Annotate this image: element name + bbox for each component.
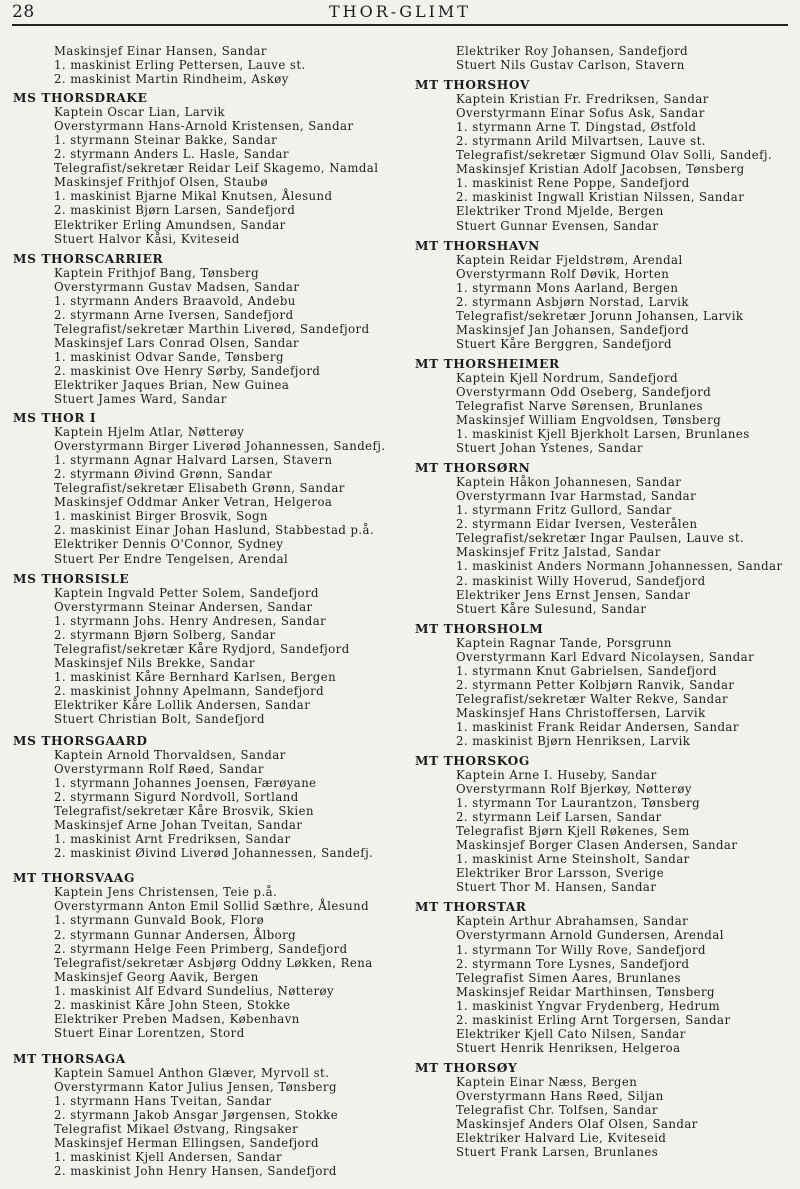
crew-list [415, 475, 797, 615]
crew-entry: Maskinsjef Fritz Jalstad, Sandar [456, 545, 661, 560]
ship-name: MT THORSVAAG [13, 871, 135, 886]
crew-list [415, 92, 797, 232]
crew-list [13, 266, 403, 406]
crew-entry: Elektriker Preben Madsen, København [54, 1011, 300, 1026]
crew-entry: 1. styrmann Tor Laurantzon, Tønsberg [456, 796, 701, 811]
crew-entry: Overstyrmann Arnold Gundersen, Arendal [456, 928, 724, 943]
crew-section [13, 91, 403, 245]
crew-entry: 2. styrmann Jakob Ansgar Jørgensen, Stokke [54, 1108, 339, 1123]
crew-entry: Kaptein Reidar Fjeldstrøm, Arendal [456, 252, 683, 267]
crew-entry: 1. maskinist Alf Edvard Sundelius, Nøtterøy [54, 983, 335, 998]
crew-entry: Telegrafist/sekretær Marthin Liverød, Sandefjord [54, 321, 370, 336]
crew-section [13, 44, 403, 86]
crew-entry: Telegrafist/sekretær Elisabeth Grønn, Sandar [54, 481, 345, 496]
crew-entry: 2. styrmann Leif Larsen, Sandar [456, 810, 662, 825]
crew-section [13, 734, 403, 860]
left-column [13, 44, 403, 1178]
crew-entry: Telegrafist/sekretær Reidar Leif Skagemo, Namdal [54, 161, 379, 176]
crew-entry: Overstyrmann Rolf Døvik, Horten [456, 266, 670, 281]
crew-entry: 2. styrmann Helge Feen Primberg, Sandefjord [54, 941, 348, 956]
crew-list [13, 1066, 403, 1178]
ship-name: MT THORSHOV [415, 78, 530, 93]
crew-list [13, 425, 403, 565]
crew-section [415, 1061, 797, 1159]
crew-entry: 1. styrmann Hans Tveitan, Sandar [54, 1094, 272, 1108]
crew-entry: 1. styrmann Johannes Joensen, Færøyane [54, 776, 317, 791]
crew-entry: 2. styrmann Sigurd Nordvoll, Sortland [54, 790, 299, 805]
ship-name: MT THORSKOG [415, 754, 530, 769]
crew-entry: 1. maskinist Birger Brosvik, Sogn [54, 509, 268, 524]
crew-section [415, 78, 797, 232]
crew-entry: 1. maskinist Bjarne Mikal Knutsen, Ålesund [54, 189, 333, 204]
crew-entry: Kaptein Kjell Nordrum, Sandefjord [456, 370, 679, 385]
crew-entry: 1. maskinist Erling Pettersen, Lauve st. [54, 58, 306, 73]
crew-entry: 2. styrmann Arild Milvartsen, Lauve st. [456, 134, 706, 149]
crew-entry: Maskinsjef William Engvoldsen, Tønsberg [456, 413, 722, 428]
crew-entry: Kaptein Arnold Thorvaldsen, Sandar [54, 748, 286, 763]
crew-entry: Kaptein Jens Christensen, Teie p.å. [54, 885, 278, 900]
crew-list [415, 371, 797, 455]
crew-entry: 2. maskinist Kåre John Steen, Stokke [54, 997, 291, 1012]
crew-entry: Stuert Einar Lorentzen, Stord [54, 1025, 245, 1040]
crew-entry: 2. styrmann Gunnar Andersen, Ålborg [54, 927, 297, 942]
page-number: 28 [12, 2, 35, 22]
crew-entry: 1. styrmann Anders Braavold, Andebu [54, 293, 296, 308]
crew-entry: 1. maskinist Yngvar Frydenberg, Hedrum [456, 998, 721, 1013]
ship-name: MT THORSTAR [415, 900, 527, 915]
crew-entry: Overstyrmann Odd Oseberg, Sandefjord [456, 384, 712, 399]
crew-section [13, 871, 403, 1040]
crew-entry: Overstyrmann Karl Edvard Nicolaysen, Sandar [456, 649, 755, 664]
crew-entry: Maskinsjef Lars Conrad Olsen, Sandar [54, 335, 300, 350]
ship-name: MS THORSCARRIER [13, 251, 164, 266]
crew-entry: Maskinsjef Reidar Marthinsen, Tønsberg [456, 984, 715, 999]
crew-entry: Maskinsjef Herman Ellingsen, Sandefjord [54, 1136, 319, 1151]
crew-entry: Telegrafist Narve Sørensen, Brunlanes [456, 398, 703, 413]
crew-entry: Stuert Per Endre Tengelsen, Arendal [54, 551, 289, 566]
right-column [415, 44, 797, 1159]
crew-entry: Maskinsjef Hans Christoffersen, Larvik [456, 705, 706, 720]
crew-entry: Stuert Christian Bolt, Sandefjord [54, 711, 265, 726]
crew-section [415, 44, 797, 72]
crew-entry: 2. maskinist Willy Hoverud, Sandefjord [456, 573, 706, 588]
crew-section [415, 754, 797, 894]
crew-entry: Elektriker Trond Mjelde, Bergen [456, 204, 664, 219]
crew-entry: 1. maskinist Frank Reidar Andersen, Sandar [456, 719, 739, 734]
crew-entry: Stuert Kåre Berggren, Sandefjord [456, 336, 672, 351]
crew-entry: Kaptein Samuel Anthon Glæver, Myrvoll st. [54, 1065, 330, 1080]
crew-entry: Overstyrmann Birger Liverød Johannessen, Sandefj. [54, 439, 386, 454]
crew-entry: Telegrafist/sekretær Walter Rekve, Sandar [456, 691, 729, 706]
ship-name: MT THORSØRN [415, 461, 531, 476]
crew-entry: 2. styrmann Bjørn Solberg, Sandar [54, 627, 276, 642]
crew-entry: Overstyrmann Steinar Andersen, Sandar [54, 599, 313, 614]
crew-entry: Stuert Gunnar Evensen, Sandar [456, 218, 659, 233]
crew-entry: Stuert James Ward, Sandar [54, 392, 227, 407]
crew-list [415, 1075, 797, 1159]
crew-entry: 1. maskinist Anders Normann Johannessen, Sandar [456, 559, 783, 574]
crew-entry: 2. maskinist Erling Arnt Torgersen, Sandar [456, 1012, 731, 1027]
crew-entry: 2. styrmann Arne Iversen, Sandefjord [54, 307, 294, 322]
crew-list [13, 885, 403, 1040]
crew-list [415, 44, 797, 72]
crew-entry: Telegrafist Simen Aares, Brunlanes [456, 970, 681, 985]
ship-name: MT THORSHOLM [415, 621, 544, 636]
crew-entry: Elektriker Dennis O'Connor, Sydney [54, 537, 284, 552]
ship-name: MS THORSISLE [13, 571, 130, 586]
crew-entry: Overstyrmann Hans-Arnold Kristensen, Sandar [54, 119, 354, 134]
crew-entry: 2. maskinist John Henry Hansen, Sandefjord [54, 1164, 337, 1179]
crew-entry: Kaptein Arne I. Huseby, Sandar [456, 768, 657, 783]
crew-entry: 2. styrmann Øivind Grønn, Sandar [54, 467, 273, 482]
crew-section [415, 461, 797, 615]
crew-entry: Maskinsjef Arne Johan Tveitan, Sandar [54, 818, 303, 833]
crew-entry: 1. styrmann Tor Willy Rove, Sandefjord [456, 942, 706, 957]
crew-entry: 2. styrmann Petter Kolbjørn Ranvik, Sandar [456, 677, 735, 692]
crew-entry: 1. styrmann Arne T. Dingstad, Østfold [456, 120, 697, 135]
crew-entry: Elektriker Kjell Cato Nilsen, Sandar [456, 1026, 686, 1041]
crew-entry: Maskinsjef Georg Aavik, Bergen [54, 969, 259, 984]
crew-entry: 1. styrmann Steinar Bakke, Sandar [54, 133, 278, 148]
crew-entry: Kaptein Hjelm Atlar, Nøtterøy [54, 425, 245, 440]
crew-entry: Maskinsjef Einar Hansen, Sandar [54, 44, 267, 58]
crew-entry: 2. maskinist Einar Johan Haslund, Stabbestad p.å. [54, 523, 375, 538]
crew-entry: 2. styrmann Eidar Iversen, Vesterålen [456, 517, 698, 532]
crew-entry: Elektriker Halvard Lie, Kviteseid [456, 1131, 667, 1146]
running-title: THOR-GLIMT [329, 2, 471, 21]
crew-list [415, 914, 797, 1054]
crew-list [13, 105, 403, 245]
crew-section [415, 239, 797, 351]
crew-entry: Maskinsjef Anders Olaf Olsen, Sandar [456, 1117, 698, 1132]
crew-entry: 2. styrmann Asbjørn Norstad, Larvik [456, 294, 689, 309]
crew-entry: 2. maskinist Ingwall Kristian Nilssen, Sandar [456, 190, 745, 205]
crew-entry: Stuert Thor M. Hansen, Sandar [456, 880, 657, 895]
crew-entry: Elektriker Jens Ernst Jensen, Sandar [456, 587, 691, 602]
crew-entry: 2. maskinist Johnny Apelmann, Sandefjord [54, 683, 325, 698]
crew-entry: Telegrafist/sekretær Ingar Paulsen, Lauve st. [456, 531, 745, 546]
crew-section [13, 572, 403, 726]
crew-entry: Overstyrmann Rolf Røed, Sandar [54, 762, 264, 777]
crew-entry: Overstyrmann Kator Julius Jensen, Tønsberg [54, 1079, 337, 1094]
crew-entry: Kaptein Arthur Abrahamsen, Sandar [456, 914, 689, 929]
crew-entry: Telegrafist/sekretær Jorunn Johansen, Larvik [456, 308, 744, 323]
crew-entry: Maskinsjef Borger Clasen Andersen, Sandar [456, 838, 738, 853]
crew-entry: Stuert Halvor Kåsi, Kviteseid [54, 231, 240, 246]
crew-entry: Overstyrmann Anton Emil Sollid Sæthre, Ålesund [54, 899, 370, 914]
crew-list [415, 636, 797, 748]
crew-entry: Overstyrmann Hans Røed, Siljan [456, 1088, 664, 1103]
crew-entry: 1. maskinist Arne Steinsholt, Sandar [456, 852, 690, 867]
crew-entry: Overstyrmann Rolf Bjerkøy, Nøtterøy [456, 782, 692, 797]
crew-entry: Telegrafist/sekretær Sigmund Olav Solli, Sandefj. [456, 148, 773, 163]
crew-entry: 2. styrmann Tore Lysnes, Sandefjord [456, 956, 690, 971]
crew-entry: 1. styrmann Johs. Henry Andresen, Sandar [54, 613, 327, 628]
crew-entry: 1. styrmann Agnar Halvard Larsen, Stavern [54, 453, 333, 468]
crew-entry: Maskinsjef Nils Brekke, Sandar [54, 655, 255, 670]
crew-list [13, 748, 403, 860]
crew-entry: Stuert Kåre Sulesund, Sandar [456, 601, 647, 616]
crew-list [13, 44, 403, 86]
crew-entry: 2. maskinist Bjørn Larsen, Sandefjord [54, 203, 296, 218]
page-header [12, 0, 788, 26]
crew-entry: Kaptein Håkon Johannesen, Sandar [456, 475, 682, 490]
crew-entry: Stuert Nils Gustav Carlson, Stavern [456, 58, 685, 73]
ship-name: MT THORSAGA [13, 1051, 126, 1066]
crew-entry: 2. maskinist Øivind Liverød Johannessen, Sandefj. [54, 846, 374, 861]
crew-entry: Kaptein Ragnar Tande, Porsgrunn [456, 635, 672, 650]
crew-section [415, 900, 797, 1054]
crew-entry: Stuert Frank Larsen, Brunlanes [456, 1145, 659, 1160]
crew-entry: 1. styrmann Knut Gabrielsen, Sandefjord [456, 663, 717, 678]
crew-entry: Elektriker Bror Larsson, Sverige [456, 866, 665, 881]
crew-entry: Kaptein Kristian Fr. Fredriksen, Sandar [456, 92, 709, 107]
crew-entry: Telegrafist/sekretær Kåre Brosvik, Skien [54, 804, 314, 819]
crew-entry: Telegrafist/sekretær Asbjørg Oddny Løkken, Rena [54, 955, 373, 970]
crew-entry: 1. maskinist Kjell Bjerkholt Larsen, Brunlanes [456, 427, 750, 442]
crew-entry: Stuert Henrik Henriksen, Helgeroa [456, 1040, 681, 1055]
crew-section [415, 357, 797, 455]
crew-entry: Telegrafist Chr. Tolfsen, Sandar [456, 1103, 658, 1117]
crew-section [13, 411, 403, 565]
crew-entry: Telegrafist Bjørn Kjell Røkenes, Sem [456, 824, 690, 839]
crew-list [415, 253, 797, 351]
crew-entry: 2. maskinist Ove Henry Sørby, Sandefjord [54, 363, 321, 378]
crew-entry: Overstyrmann Gustav Madsen, Sandar [54, 279, 300, 294]
crew-entry: 1. maskinist Kåre Bernhard Karlsen, Bergen [54, 669, 337, 684]
crew-entry: 1. maskinist Rene Poppe, Sandefjord [456, 176, 690, 191]
crew-entry: 2. maskinist Martin Rindheim, Askøy [54, 72, 289, 87]
crew-entry: Elektriker Roy Johansen, Sandefjord [456, 44, 689, 58]
crew-entry: 1. maskinist Kjell Andersen, Sandar [54, 1150, 282, 1165]
crew-entry: Maskinsjef Jan Johansen, Sandefjord [456, 322, 690, 337]
crew-entry: Elektriker Erling Amundsen, Sandar [54, 217, 286, 232]
crew-entry: Elektriker Kåre Lollik Andersen, Sandar [54, 697, 311, 712]
crew-entry: 1. maskinist Odvar Sande, Tønsberg [54, 349, 284, 364]
crew-entry: Maskinsjef Frithjof Olsen, Staubø [54, 175, 268, 190]
crew-entry: Elektriker Jaques Brian, New Guinea [54, 377, 290, 392]
crew-entry: 1. styrmann Gunvald Book, Florø [54, 913, 265, 928]
crew-section [13, 1052, 403, 1178]
crew-list [415, 768, 797, 894]
crew-entry: 1. styrmann Fritz Gullord, Sandar [456, 503, 672, 518]
crew-entry: Maskinsjef Kristian Adolf Jacobsen, Tønsberg [456, 162, 745, 177]
crew-entry: Overstyrmann Einar Sofus Ask, Sandar [456, 106, 705, 121]
ship-name: MT THORSHEIMER [415, 356, 560, 371]
ship-name: MS THORSDRAKE [13, 91, 148, 106]
crew-entry: Telegrafist Mikael Østvang, Ringsaker [54, 1122, 299, 1137]
crew-entry: 1. maskinist Arnt Fredriksen, Sandar [54, 832, 291, 847]
crew-entry: Kaptein Oscar Lian, Larvik [54, 105, 226, 120]
crew-entry: Telegrafist/sekretær Kåre Rydjord, Sandefjord [54, 641, 350, 656]
ship-name: MT THORSHAVN [415, 238, 540, 253]
crew-entry: Stuert Johan Ystenes, Sandar [456, 441, 643, 456]
crew-entry: Kaptein Frithjof Bang, Tønsberg [54, 265, 259, 280]
crew-section [13, 252, 403, 406]
ship-name: MS THOR I [13, 411, 97, 426]
crew-entry: Kaptein Einar Næss, Bergen [456, 1074, 638, 1089]
crew-entry: Kaptein Ingvald Petter Solem, Sandefjord [54, 585, 319, 600]
crew-entry: 2. styrmann Anders L. Hasle, Sandar [54, 147, 289, 162]
ship-name: MS THORSGAARD [13, 734, 148, 749]
crew-section [415, 622, 797, 748]
crew-entry: 1. styrmann Mons Aarland, Bergen [456, 280, 679, 295]
crew-entry: Overstyrmann Ivar Harmstad, Sandar [456, 489, 697, 504]
crew-list [13, 586, 403, 726]
crew-entry: 2. maskinist Bjørn Henriksen, Larvik [456, 733, 691, 748]
crew-entry: Maskinsjef Oddmar Anker Vetran, Helgeroa [54, 495, 333, 510]
ship-name: MT THORSØY [415, 1060, 518, 1075]
